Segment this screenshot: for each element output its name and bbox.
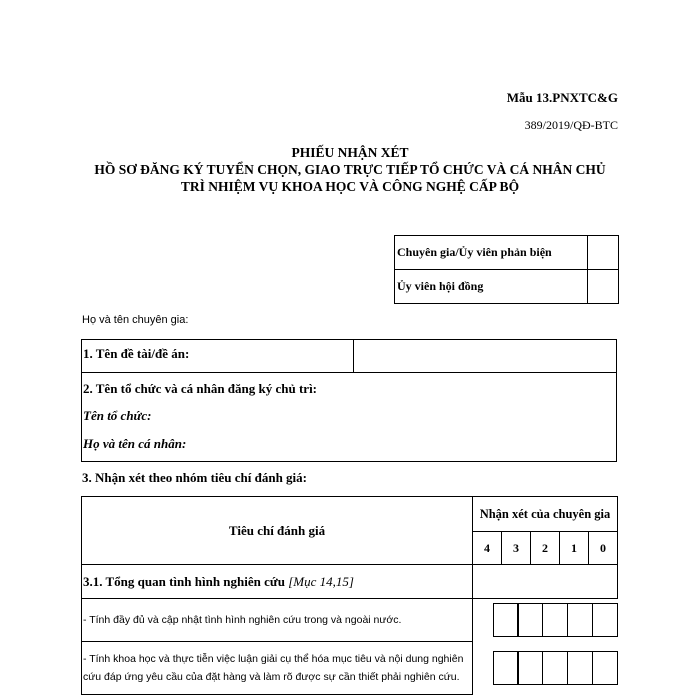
score-box[interactable] — [542, 603, 568, 637]
score-level: 4 — [473, 532, 502, 565]
decision-number: 389/2019/QĐ-BTC — [524, 118, 618, 132]
criteria-table — [81, 496, 618, 695]
score-box-group — [473, 641, 618, 694]
section-2-label: 2. Tên tổ chức và cá nhân đăng ký chủ trì: — [83, 381, 318, 396]
score-box[interactable] — [567, 651, 593, 685]
score-box[interactable] — [517, 603, 543, 637]
subsection-number-title: 3.1. Tổng quan tình hình nghiên cứu — [83, 573, 285, 589]
criteria-item: - Tính đầy đủ và cập nhật tình hình nghiên cứu trong và ngoài nước. — [82, 599, 473, 642]
project-title-field[interactable] — [355, 341, 615, 371]
person-name-label: Họ và tên cá nhân: — [83, 436, 187, 451]
score-box[interactable] — [493, 603, 519, 637]
score-level: 3 — [501, 532, 530, 565]
subsection-score-cell — [473, 565, 618, 599]
role-label: Chuyên gia/Ủy viên phản biện — [395, 236, 588, 270]
title-line-2: HỒ SƠ ĐĂNG KÝ TUYỂN CHỌN, GIAO TRỰC TIẾP TỔ CHỨC VÀ CÁ NHÂN CHỦ — [94, 162, 606, 177]
section-3-label: 3. Nhận xét theo nhóm tiêu chí đánh giá: — [82, 470, 307, 485]
subsection-ref: [Mục 14,15] — [288, 573, 354, 589]
role-checkbox[interactable] — [588, 270, 619, 304]
divider — [353, 339, 354, 373]
document-title — [0, 144, 700, 195]
expert-name-label: Họ và tên chuyên gia: — [82, 314, 189, 326]
criteria-item: - Tính khoa học và thực tiễn việc luận giải cụ thể hóa mục tiêu và nội dung nghiên cứu đáp ứng yêu cầu của đặt hàng và làm rõ được sự cần thiết phải nghiên cứu. — [82, 641, 473, 694]
score-header: Nhận xét của chuyên gia — [473, 497, 618, 532]
score-box[interactable] — [567, 603, 593, 637]
role-row — [395, 236, 619, 270]
form-code: Mẫu 13.PNXTC&G — [506, 90, 618, 105]
score-box-group — [473, 599, 618, 642]
role-table — [394, 235, 619, 304]
subsection-title — [82, 565, 473, 599]
section-1-label: 1. Tên đề tài/đề án: — [83, 346, 190, 361]
criteria-header: Tiêu chí đánh giá — [82, 497, 473, 565]
score-box[interactable] — [517, 651, 543, 685]
organization-label: Tên tổ chức: — [83, 408, 152, 423]
score-level: 1 — [559, 532, 588, 565]
score-level: 2 — [530, 532, 559, 565]
role-checkbox[interactable] — [588, 236, 619, 270]
role-row — [395, 270, 619, 304]
score-box[interactable] — [592, 603, 618, 637]
score-level: 0 — [588, 532, 617, 565]
score-box[interactable] — [592, 651, 618, 685]
divider — [81, 372, 617, 373]
title-line-3: TRÌ NHIỆM VỤ KHOA HỌC VÀ CÔNG NGHỆ CẤP BỘ — [180, 179, 520, 194]
score-box[interactable] — [542, 651, 568, 685]
score-box[interactable] — [493, 651, 519, 685]
role-label: Ủy viên hội đồng — [395, 270, 588, 304]
title-line-1: PHIẾU NHẬN XÉT — [291, 145, 409, 160]
